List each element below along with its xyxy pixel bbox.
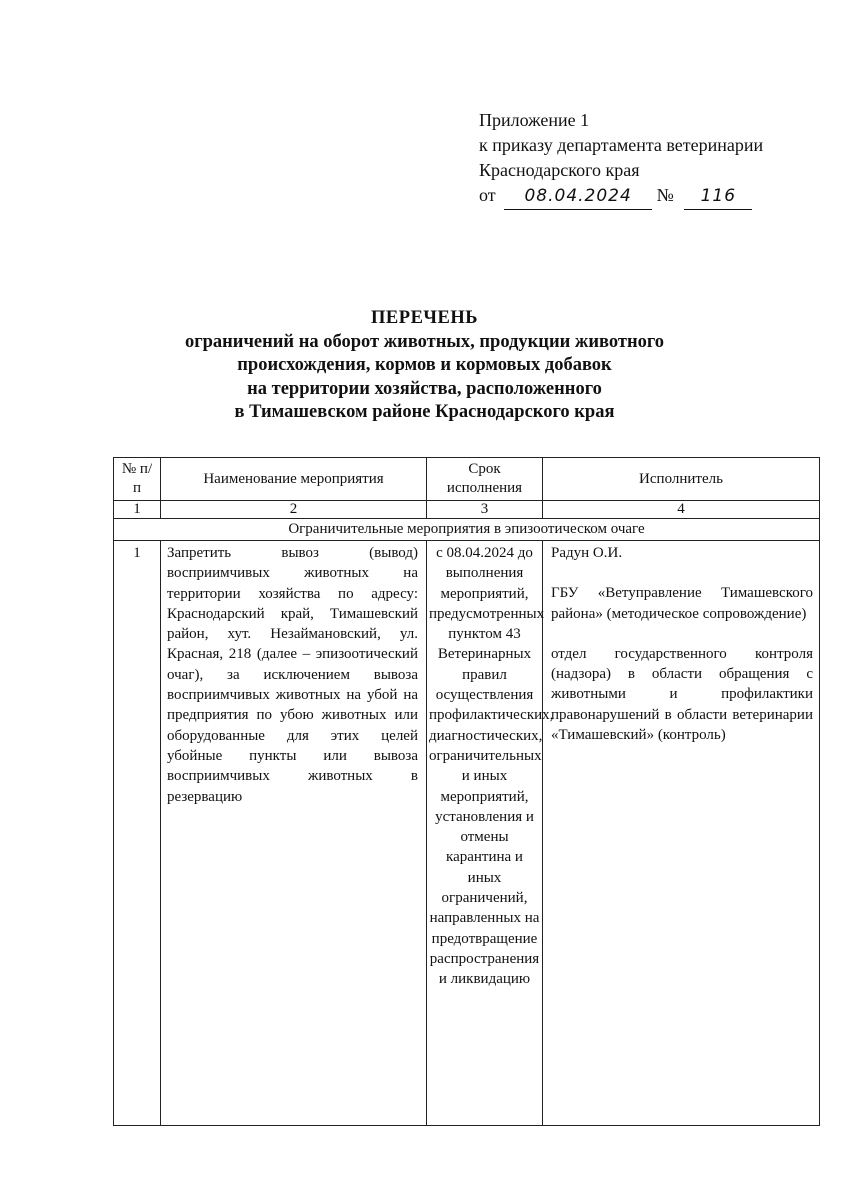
heading-line-2: происхождения, кормов и кормовых добавок bbox=[237, 355, 612, 375]
header-deadline: Срок исполнения bbox=[427, 458, 543, 501]
number-label: № bbox=[656, 185, 674, 205]
restrictions-table bbox=[113, 457, 820, 1126]
document-heading bbox=[110, 307, 739, 425]
annex-order-reference: к приказу департамента ветеринарии bbox=[479, 135, 764, 155]
header-action: Наименование мероприятия bbox=[161, 458, 427, 501]
executor-vet-department: ГБУ «Ветуправление Тимашевского района» (методическое сопровождение) bbox=[551, 585, 813, 622]
executor-person: Радун О.И. bbox=[551, 545, 623, 561]
handwritten-date: 08.04.2024 bbox=[504, 184, 652, 210]
executor-control-department: отдел государственного контроля (надзора) в области обращения с животными и профилактики правонарушений в области ветеринарии «Тимашевский» (контроль) bbox=[551, 645, 813, 744]
table-header-row bbox=[114, 458, 820, 501]
column-number: 3 bbox=[427, 501, 543, 519]
document-title: ПЕРЕЧЕНЬ bbox=[371, 308, 478, 328]
row-action: Запретить вывоз (вывод) восприимчивых животных на территории хозяйства по адресу: Краснодарский край, Тимашевский район, хут. Незаймановский, ул. Красная, 218 (далее – эпизоотический очаг), за исключением вывоза восприимчивых животных на убой на предприятия по убою животных или оборудованные для этих целей убойные пункты или вывоза восприимчивых животных в резервацию bbox=[161, 541, 427, 1126]
table-row bbox=[114, 541, 820, 1126]
column-number: 4 bbox=[543, 501, 820, 519]
header-number: № п/п bbox=[114, 458, 161, 501]
heading-line-3: на территории хозяйства, расположенного bbox=[247, 378, 602, 399]
row-executors bbox=[543, 541, 820, 1126]
from-label: от bbox=[479, 185, 496, 205]
annex-title: Приложение 1 bbox=[479, 110, 590, 130]
row-number: 1 bbox=[114, 541, 161, 1126]
heading-line-1: ограничений на оборот животных, продукции животного bbox=[184, 331, 665, 352]
annex-region: Краснодарского края bbox=[479, 160, 640, 180]
column-number: 1 bbox=[114, 501, 161, 519]
annex-date-number-line bbox=[479, 183, 809, 210]
section-row bbox=[114, 519, 820, 541]
handwritten-order-number: 116 bbox=[684, 184, 752, 210]
column-number-row bbox=[114, 501, 820, 519]
annex-header bbox=[479, 108, 809, 210]
heading-line-4: в Тимашевском районе Краснодарского края bbox=[234, 402, 615, 422]
row-deadline: с 08.04.2024 до выполнения мероприятий, предусмотренных пунктом 43 Ветеринарных правил осуществления профилактических, диагностических, ограничительных и иных мероприятий, установления и отмены карантина и иных ограничений, направленных на предотвращение распространения и ликвидацию bbox=[427, 541, 543, 1126]
header-executor: Исполнитель bbox=[543, 458, 820, 501]
section-title: Ограничительные мероприятия в эпизоотическом очаге bbox=[114, 519, 820, 541]
column-number: 2 bbox=[161, 501, 427, 519]
